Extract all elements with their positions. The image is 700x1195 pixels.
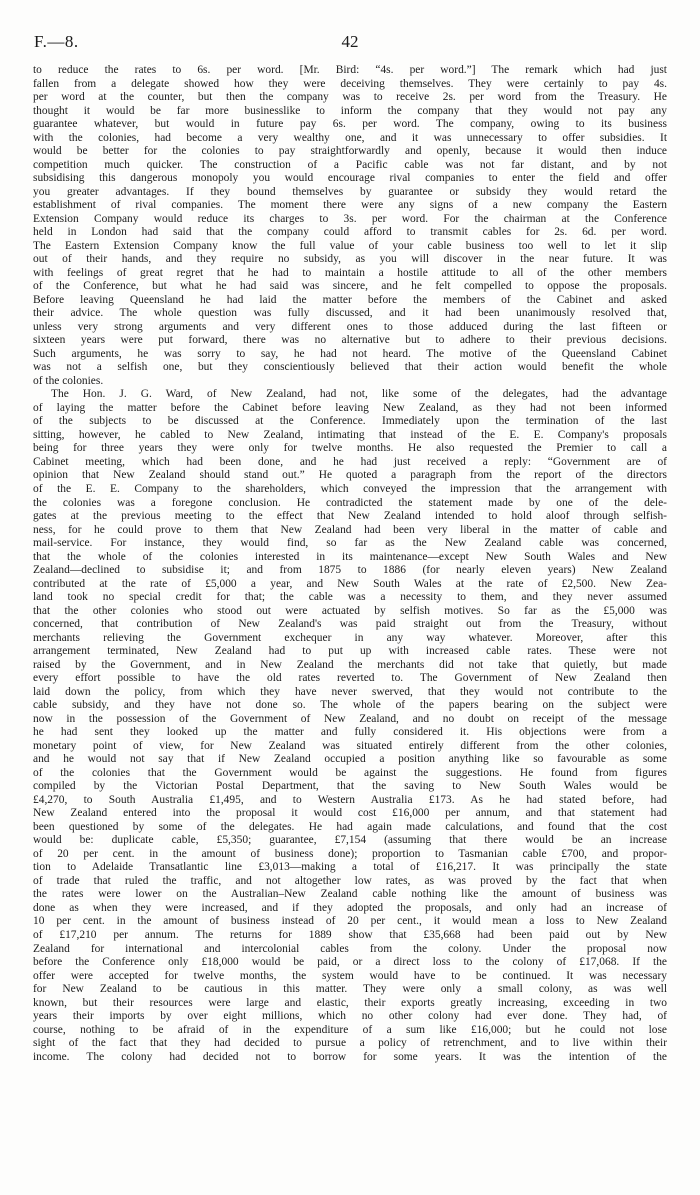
text-line: out of their hands, and they require no subsidy, as you will discover in the near future. It was [33, 253, 667, 266]
text-line: and he would not say that if New Zealand occupied a position anything like so favourable as some [33, 753, 667, 766]
text-line: with feelings of great regret that he had to maintain a hostile attitude to all of the other members [33, 266, 667, 279]
text-line: competition much quicker. The construction of a Pacific cable was not far distant, and by not [33, 158, 667, 171]
text-line: establishment of rival companies. The moment there were any signs of a new company the Eastern [33, 199, 667, 212]
text-line: per word at the counter, but then the company was to receive 2s. per word from the Treasury. He [33, 91, 667, 104]
text-line: been questioned by some of the delegates. He had again made calculations, and found that the cost [33, 820, 667, 833]
text-line: would be better for the colonies to pay straightforwardly and openly, because it would then induce [33, 145, 667, 158]
text-line: sitting, however, he cabled to New Zealand, intimating that instead of the E. E. Company's proposals [33, 428, 667, 441]
text-line: Such arguments, he was sorry to say, he had not heard. The motive of the Queensland Cabinet [33, 347, 667, 360]
text-line: every effort possible to have the old rates reverted to. The Government of New Zealand then [33, 672, 667, 685]
text-line: unless very strong arguments and very different ones to those adduced during the last fifteen or [33, 320, 667, 333]
text-line: to reduce the rates to 6s. per word. [Mr. Bird: “4s. per word.”] The remark which had just [33, 64, 667, 76]
text-line: of £17,210 per annum. The returns for 1889 show that £35,668 had been paid out by New [33, 929, 667, 941]
text-line: for New Zealand to be cautious in this matter. They were only a small colony, as was well [33, 983, 667, 996]
text-line: 10 per cent. in the amount of business instead of 20 per cent., it would mean a loss to New Zealand [33, 915, 667, 928]
text-line: their advice. The whole question was fully discussed, and it had been unanimously resolved that, [33, 307, 667, 320]
text-line: of the E. E. Company to the shareholders, which conveyed the impression that the arrangement with [33, 482, 667, 495]
text-line: was not a selfish one, but they conscientiously believed that their action would benefit the whole [33, 361, 667, 374]
text-line: of 20 per cent. in the amount of business done); proportion to Tasmanian cable £700, and propor- [33, 847, 667, 860]
text-line: you greater advantages. If they bound themselves by guarantee or subsidy they would retard the [33, 185, 667, 198]
text-line: raised by the Government, and in New Zealand the merchants did not take that quietly, but made [33, 658, 667, 671]
text-line: Zealand—declined to subsidise it; and from 1875 to 1886 (for nearly eleven years) New Zealand [33, 564, 667, 577]
page-header [34, 32, 666, 54]
text-line: before the Conference only £18,000 would be paid, or a direct loss to the colony of £17,068. If the [33, 956, 667, 969]
text-line: guarantee whatever, but would in future pay 6s. per word. The company, owing to its business [33, 118, 667, 131]
text-line: mail-service. For instance, they would find, so far as the New Zealand cable was concerned, [33, 537, 667, 550]
document-reference: F.—8. [34, 32, 79, 51]
text-line: now in the possession of the Government of New Zealand, and no doubt on receipt of the message [33, 712, 667, 725]
text-line: The Eastern Extension Company know the full value of your cable business too well to let it slip [33, 239, 667, 252]
body-text [33, 64, 667, 1064]
text-line: of the colonies. [33, 374, 104, 387]
paragraph [33, 64, 667, 388]
page-number: 42 [341, 32, 359, 51]
text-line: of the colonies that the Government would be against the suggestions. He found from figures [33, 766, 667, 779]
text-line: the colonies was a foregone conclusion. He contradicted the statement made by one of the dele- [33, 496, 667, 509]
text-line: land took no special credit for that; the cable was a necessity to them, and they never assumed [33, 591, 667, 604]
text-line: held in London had said that the company could afford to transmit cables for 2s. 6d. per word. [33, 226, 667, 239]
text-line: subsidising this dangerous monopoly you would encourage rival companies to enter the field and offer [33, 172, 667, 185]
text-line: sixteen years were put forward, there was no alternative but to adhere to their previous decisions. [33, 334, 667, 347]
text-line: gates at the previous meeting to the effect that New Zealand intended to hold aloof through selfish- [33, 510, 667, 523]
text-line: offer were accepted for twelve months, the system would have to be continued. It was necessary [33, 969, 667, 982]
text-line: laid down the policy, from which they have never swerved, that they would not contribute to the [33, 685, 667, 698]
text-line: The Hon. J. G. Ward, of New Zealand, had not, like some of the delegates, had the advantage [51, 388, 667, 401]
text-line: £4,270, to South Australia £1,495, and to Western Australia £173. As he had stated before, had [33, 793, 667, 806]
text-line: thought it would be far more businesslike to inform the company that they would not pay any [33, 104, 667, 117]
text-line: sight of the fact that they had decided to pursue a policy of retrenchment, and to live within their [33, 1037, 667, 1050]
text-line: income. The colony had decided not to borrow for some years. It was the intention of the [33, 1050, 667, 1063]
text-line: of laying the matter before the Cabinet before leaving New Zealand, as they had not been informed [33, 401, 667, 414]
text-line: of the subjects to be discussed at the Conference. Immediately upon the termination of the last [33, 415, 667, 428]
text-line: that the whole of the colonies interested in its maintenance—except New South Wales and New [33, 550, 667, 563]
text-line: with the colonies, had become a very wealthy one, and it was unnecessary to offer subsidies. It [33, 131, 667, 144]
text-line: being for three years they were only for twelve months. He also requested the Premier to call a [33, 442, 667, 455]
text-line: compiled by the Victorian Postal Department, that the saving to New South Wales would be [33, 780, 667, 793]
text-line: of trade that ruled the traffic, and not altogether low rates, as was proved by the fact that when [33, 874, 667, 887]
text-line: that the other colonies who stood out were actuated by selfish motives. So far as the £5,000 was [33, 604, 667, 617]
text-line: would be: duplicate cable, £5,350; guarantee, £7,154 (assuming that there would be an increase [33, 834, 667, 847]
text-line: concerned, that contribution of New Zealand's was paid straight out from the Treasury, without [33, 618, 667, 631]
text-line: the rates were lower on the Australian–New Zealand cable nothing like the amount of business was [33, 888, 667, 901]
text-line: merchants relieving the Government exchequer in any way whatever. Moreover, after this [33, 631, 667, 644]
text-line: of the Conference, but what he had said was sincere, and he felt compelled to oppose the proposals. [33, 280, 667, 293]
text-line: Before leaving Queensland he had laid the matter before the members of the Cabinet and asked [33, 293, 667, 306]
text-line: known, but their resources were large and elastic, their exports greatly increasing, exceeding in two [33, 996, 667, 1009]
text-line: course, nothing to be afraid of in the expenditure of a sum like £16,000; but he could not lose [33, 1023, 667, 1036]
text-line: tion to Adelaide Transatlantic line £3,013—making a total of £16,217. It was principally the state [33, 861, 667, 874]
text-line: done as when they were increased, and if they adopted the proposals, and only had an increase of [33, 901, 667, 914]
paragraph [33, 388, 667, 1064]
text-line: years their imports by over eight millions, which no other colony had ever done. They had, of [33, 1010, 667, 1023]
text-line: fallen from a delegate showed how they were deceiving themselves. They were certainly to pay 4s. [33, 77, 667, 90]
text-line: Zealand for international and intercolonial cables from the colony. Under the proposal now [33, 942, 667, 955]
text-line: he had sent they looked up the matter and fully considered it. His objections were from a [33, 726, 667, 739]
text-line: New Zealand entered into the proposal it would cost £16,000 per annum, and that statement had [33, 807, 667, 820]
text-line: arrangement terminated, New Zealand had to put up with increased cable rates. These were not [33, 645, 667, 658]
text-line: ness, for he could prove to them that New Zealand had been very liberal in the matter of cable and [33, 523, 667, 536]
text-line: opinion that New Zealand should stand out.” He quoted a paragraph from the report of the directors [33, 469, 667, 482]
text-line: cable subsidy, and they have not done so. The whole of the papers bearing on the subject were [33, 699, 667, 712]
text-line: Cabinet meeting, which had been done, and he had just received a reply: “Government are of [33, 455, 667, 468]
text-line: monetary point of view, for New Zealand was situated entirely different from the other colonies, [33, 739, 667, 752]
text-line: Extension Company would reduce its charges to 3s. per word. For the chairman at the Conference [33, 212, 667, 225]
text-line: contributed at the rate of £5,000 a year, and New South Wales at the rate of £2,500. New Zea- [33, 577, 667, 590]
